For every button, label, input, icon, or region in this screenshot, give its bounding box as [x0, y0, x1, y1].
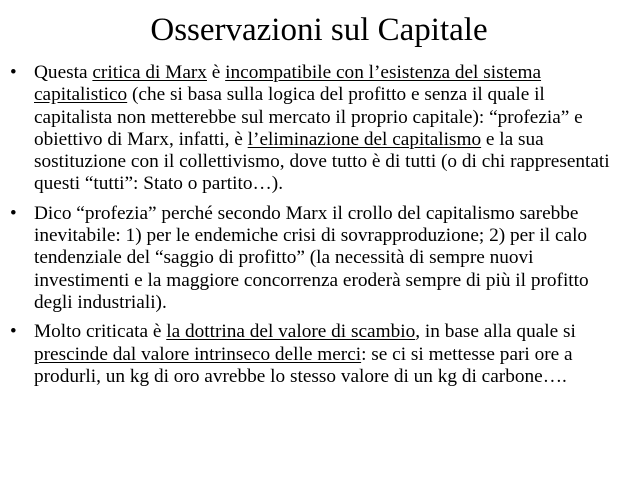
bullet-item: [10, 203, 622, 314]
text-segment: e la sua sostituzione con il collettivismo, dove tutto è di tutti (o di chi rappresentati questi “tutti”: Stato o partito…).: [34, 128, 610, 195]
text-segment: Dico “profezia” perché secondo Marx il crollo del capitalismo sarebbe inevitabile: 1) per le endemiche crisi di sovrapproduzione; 2) per il calo tendenziale del “saggio di profitto” (la necessità di sempre nuovi investimenti e la maggiore concorrenza eroderà sempre di più il profitto degli industriali).: [34, 202, 589, 313]
bullet-list: [10, 62, 622, 395]
underlined-phrase: prescinde dal valore intrinseco delle merci: [34, 343, 362, 365]
bullet-text: [34, 62, 610, 194]
underlined-phrase: l’eliminazione del capitalismo: [247, 128, 482, 150]
text-segment: : se ci si mettesse pari ore a produrli, un kg di oro avrebbe lo stesso valore di un kg di carbone….: [34, 343, 573, 387]
text-segment: è: [206, 62, 226, 83]
text-segment: Questa: [34, 62, 93, 83]
slide-title: Osservazioni sul Capitale: [150, 12, 488, 48]
underlined-phrase: la dottrina del valore di scambio: [166, 321, 416, 343]
bullet-dot-icon: •: [10, 62, 17, 83]
bullet-text: [34, 203, 589, 313]
bullet-text: [34, 321, 576, 387]
bullet-item: [10, 321, 622, 388]
bullet-dot-icon: •: [10, 321, 17, 343]
text-segment: Molto criticata è: [34, 321, 167, 343]
text-segment: (che si basa sulla logica del profitto e senza il quale il capitalista non metterebbe sul mercato il proprio capitale): “profezia” e obiettivo di Marx, infatti, è: [34, 84, 583, 150]
underlined-phrase: critica di Marx: [92, 62, 207, 83]
text-segment: , in base alla quale si: [415, 321, 576, 343]
bullet-item: [10, 62, 622, 196]
bullet-dot-icon: •: [10, 202, 17, 224]
underlined-phrase: incompatibile con l’esistenza del sistema capitalistico: [34, 62, 542, 106]
